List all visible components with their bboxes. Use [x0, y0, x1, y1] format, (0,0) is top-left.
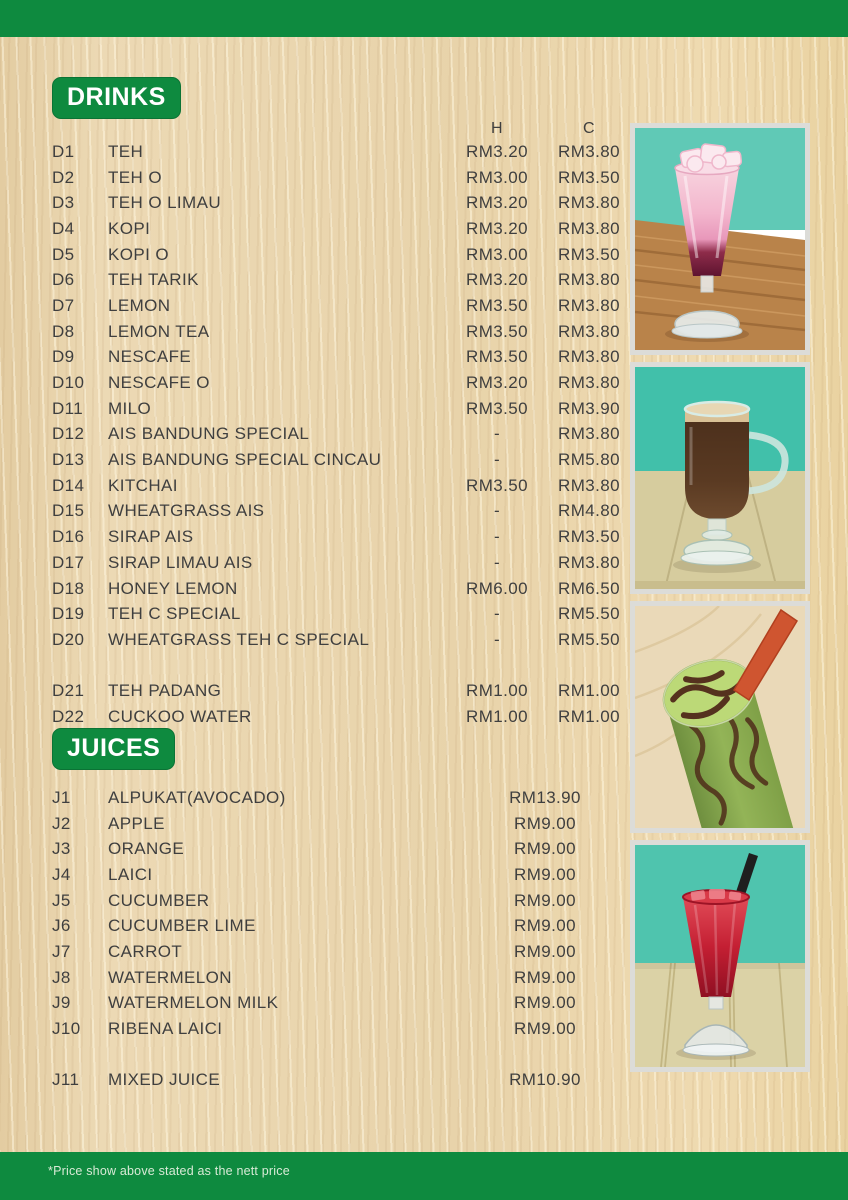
menu-row: [0, 370, 640, 396]
menu-row: [0, 499, 640, 525]
item-price: RM13.90: [509, 787, 581, 807]
menu-row: [0, 139, 640, 165]
menu-row: [0, 1068, 640, 1094]
cold-price: RM3.80: [558, 475, 620, 495]
hot-price: RM3.00: [466, 167, 528, 187]
item-code: D21: [52, 681, 85, 701]
cold-column-header: C: [583, 120, 595, 137]
hot-price: RM3.20: [466, 373, 528, 393]
item-code: D20: [52, 629, 85, 649]
item-name: APPLE: [108, 813, 165, 833]
item-code: J11: [52, 1070, 80, 1090]
item-name: CUCUMBER LIME: [108, 916, 256, 936]
item-name: TEH: [108, 141, 144, 161]
cold-price: RM3.50: [558, 167, 620, 187]
item-name: KOPI O: [108, 244, 169, 264]
menu-row: [0, 836, 640, 862]
hot-price: RM3.50: [466, 295, 528, 315]
item-name: LAICI: [108, 864, 153, 884]
hot-price: RM6.00: [466, 578, 528, 598]
item-price: RM9.00: [514, 890, 576, 910]
cold-price: RM3.80: [558, 270, 620, 290]
item-code: J2: [52, 813, 71, 833]
cold-price: RM3.80: [558, 141, 620, 161]
hot-price: -: [493, 501, 501, 521]
top-green-bar: [0, 0, 848, 37]
item-name: AIS BANDUNG SPECIAL: [108, 424, 310, 444]
hot-price: RM1.00: [466, 681, 528, 701]
juices-section-badge: JUICES: [52, 728, 175, 770]
cold-price: RM5.50: [558, 629, 620, 649]
menu-row: [0, 991, 640, 1017]
item-name: WHEATGRASS TEH C SPECIAL: [108, 629, 370, 649]
item-name: TEH C SPECIAL: [108, 604, 241, 624]
hot-price: -: [493, 604, 501, 624]
menu-row: [0, 242, 640, 268]
cold-price: RM3.80: [558, 347, 620, 367]
item-code: J10: [52, 1019, 81, 1039]
item-code: D9: [52, 347, 75, 367]
item-name: CUCUMBER: [108, 890, 210, 910]
item-price: RM9.00: [514, 941, 576, 961]
menu-row: [0, 319, 640, 345]
menu-row: [0, 190, 640, 216]
red-juice-photo: [630, 840, 810, 1072]
menu-row: [0, 422, 640, 448]
menu-row: [0, 811, 640, 837]
item-name: SIRAP AIS: [108, 527, 194, 547]
item-price: RM9.00: [514, 916, 576, 936]
cold-price: RM3.80: [558, 321, 620, 341]
menu-row: [0, 678, 640, 704]
menu-row: [0, 704, 640, 730]
menu-row: [0, 345, 640, 371]
item-name: KOPI: [108, 218, 151, 238]
item-code: J4: [52, 864, 71, 884]
item-code: J5: [52, 890, 71, 910]
item-price: RM9.00: [514, 864, 576, 884]
item-name: CARROT: [108, 941, 183, 961]
item-name: HONEY LEMON: [108, 578, 238, 598]
hot-price: -: [493, 552, 501, 572]
item-code: J6: [52, 916, 71, 936]
hot-price: -: [493, 527, 501, 547]
drinks-section-badge: DRINKS: [52, 77, 181, 119]
item-code: D18: [52, 578, 85, 598]
item-price: RM9.00: [514, 1019, 576, 1039]
item-name: TEH TARIK: [108, 270, 199, 290]
hot-price: RM3.50: [466, 347, 528, 367]
hot-price: -: [493, 450, 501, 470]
item-code: D11: [52, 398, 84, 418]
menu-row: [0, 862, 640, 888]
item-price: RM10.90: [509, 1070, 581, 1090]
cold-price: RM3.80: [558, 424, 620, 444]
iced-coffee-illustration: [635, 367, 805, 589]
item-name: ORANGE: [108, 839, 185, 859]
cold-price: RM5.50: [558, 604, 620, 624]
item-code: J9: [52, 993, 71, 1013]
hot-price: RM3.00: [466, 244, 528, 264]
cold-price: RM3.50: [558, 244, 620, 264]
cold-price: RM3.80: [558, 218, 620, 238]
cold-price: RM1.00: [558, 706, 620, 726]
cold-price: RM3.50: [558, 527, 620, 547]
cold-price: RM6.50: [558, 578, 620, 598]
item-name: AIS BANDUNG SPECIAL CINCAU: [108, 450, 382, 470]
item-name: RIBENA LAICI: [108, 1019, 223, 1039]
menu-row: [0, 267, 640, 293]
item-price: RM9.00: [514, 813, 576, 833]
item-code: D1: [52, 141, 75, 161]
footer-bar: [0, 1152, 848, 1200]
menu-row: [0, 888, 640, 914]
menu-row: [0, 293, 640, 319]
menu-row: [0, 216, 640, 242]
cold-price: RM3.80: [558, 193, 620, 213]
menu-row: [0, 913, 640, 939]
item-code: D8: [52, 321, 75, 341]
item-name: NESCAFE O: [108, 373, 210, 393]
item-name: MIXED JUICE: [108, 1070, 221, 1090]
cold-price: RM3.80: [558, 373, 620, 393]
menu-row: [0, 965, 640, 991]
item-name: TEH O LIMAU: [108, 193, 222, 213]
item-price: RM9.00: [514, 967, 576, 987]
item-name: WATERMELON: [108, 967, 232, 987]
cold-price: RM4.80: [558, 501, 620, 521]
hot-price: RM3.20: [466, 218, 528, 238]
hot-price: RM3.20: [466, 193, 528, 213]
hot-price: RM3.50: [466, 321, 528, 341]
drinks-list: [0, 139, 640, 730]
footer-note: *Price show above stated as the nett price: [48, 1164, 290, 1178]
item-code: D22: [52, 706, 85, 726]
menu-row: [0, 627, 640, 653]
item-code: J1: [52, 787, 71, 807]
menu-row: [0, 473, 640, 499]
item-name: MILO: [108, 398, 152, 418]
hot-price: -: [493, 424, 501, 444]
menu-row: [0, 1016, 640, 1042]
menu-row: [0, 550, 640, 576]
juices-list: [0, 785, 640, 1093]
hot-price: RM3.50: [466, 398, 528, 418]
cold-price: RM3.90: [558, 398, 620, 418]
item-code: D14: [52, 475, 85, 495]
cold-price: RM3.80: [558, 552, 620, 572]
item-price: RM9.00: [514, 839, 576, 859]
item-name: ALPUKAT(AVOCADO): [108, 787, 286, 807]
ais-bandung-photo: [630, 123, 810, 355]
item-code: D2: [52, 167, 75, 187]
cold-price: RM5.80: [558, 450, 620, 470]
menu-row: [0, 396, 640, 422]
item-code: D3: [52, 193, 75, 213]
item-code: D17: [52, 552, 85, 572]
menu-row: [0, 165, 640, 191]
menu-row: [0, 524, 640, 550]
item-code: D10: [52, 373, 85, 393]
ais-bandung-illustration: [635, 128, 805, 350]
item-name: WHEATGRASS AIS: [108, 501, 265, 521]
menu-row: [0, 939, 640, 965]
avocado-juice-photo: [630, 601, 810, 833]
item-code: D12: [52, 424, 85, 444]
item-code: D4: [52, 218, 75, 238]
item-code: J3: [52, 839, 71, 859]
item-code: D15: [52, 501, 85, 521]
item-code: D5: [52, 244, 75, 264]
item-name: CUCKOO WATER: [108, 706, 252, 726]
avocado-juice-illustration: [635, 606, 805, 828]
menu-row: [0, 447, 640, 473]
item-code: J7: [52, 941, 71, 961]
item-code: D6: [52, 270, 75, 290]
item-name: NESCAFE: [108, 347, 192, 367]
drink-photos-column: [630, 123, 810, 1079]
iced-coffee-photo: [630, 362, 810, 594]
item-code: J8: [52, 967, 71, 987]
red-juice-illustration: [635, 845, 805, 1067]
item-code: D13: [52, 450, 85, 470]
item-name: WATERMELON MILK: [108, 993, 279, 1013]
menu-row: [0, 601, 640, 627]
item-code: D7: [52, 295, 75, 315]
item-name: KITCHAI: [108, 475, 178, 495]
menu-row: [0, 576, 640, 602]
hot-price: RM3.20: [466, 270, 528, 290]
item-name: LEMON TEA: [108, 321, 210, 341]
item-code: D19: [52, 604, 85, 624]
hot-price: RM3.20: [466, 141, 528, 161]
menu-row: [0, 785, 640, 811]
item-name: SIRAP LIMAU AIS: [108, 552, 253, 572]
hot-price: -: [493, 629, 501, 649]
item-name: LEMON: [108, 295, 171, 315]
item-code: D16: [52, 527, 85, 547]
item-price: RM9.00: [514, 993, 576, 1013]
cold-price: RM1.00: [558, 681, 620, 701]
hot-price: RM3.50: [466, 475, 528, 495]
hot-price: RM1.00: [466, 706, 528, 726]
item-name: TEH PADANG: [108, 681, 222, 701]
cold-price: RM3.80: [558, 295, 620, 315]
hot-column-header: H: [491, 120, 503, 137]
item-name: TEH O: [108, 167, 162, 187]
